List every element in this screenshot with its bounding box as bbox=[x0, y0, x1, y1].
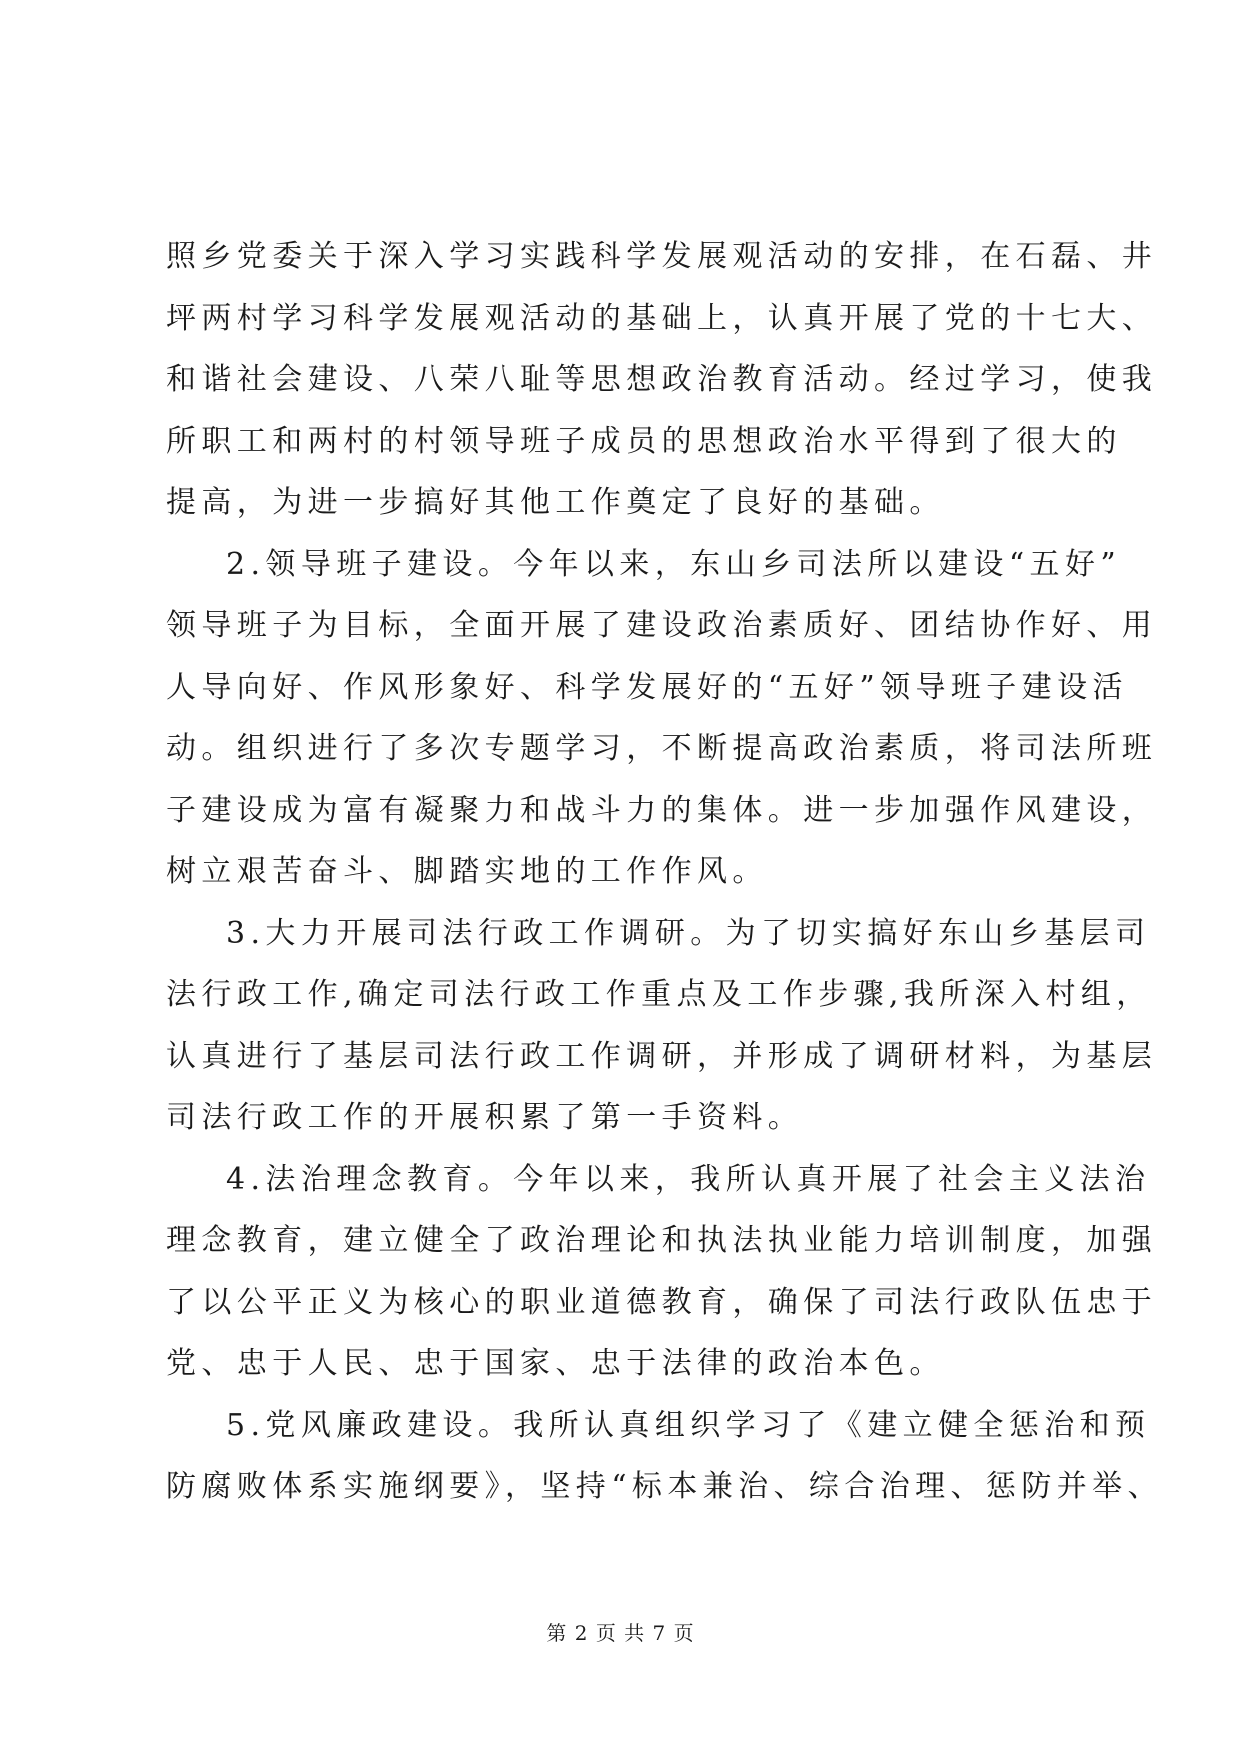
body-text bbox=[166, 226, 1163, 1518]
text-line: 所职工和两村的村领导班子成员的思想政治水平得到了很大的 bbox=[166, 423, 1122, 459]
page-number-footer: 第 2 页 共 7 页 bbox=[546, 1621, 695, 1645]
text-line: 理念教育，建立健全了政治理论和执法执业能力培训制度，加强 bbox=[166, 1223, 1158, 1258]
text-line: 和谐社会建设、八荣八耻等思想政治教育活动。经过学习，使我 bbox=[166, 362, 1158, 397]
text-line: 树立艰苦奋斗、脚踏实地的工作作风。 bbox=[166, 854, 768, 889]
section-5-heading-line: 5.党风廉政建设。我所认真组织学习了《建立健全惩治和预 bbox=[226, 1407, 1151, 1443]
section-3-heading-line: 3.大力开展司法行政工作调研。为了切实搞好东山乡基层司 bbox=[226, 915, 1151, 951]
text-line: 认真进行了基层司法行政工作调研，并形成了调研材料，为基层 bbox=[166, 1038, 1158, 1074]
text-line: 坪两村学习科学发展观活动的基础上，认真开展了党的十七大、 bbox=[166, 300, 1158, 336]
text-line: 动。组织进行了多次专题学习，不断提高政治素质，将司法所班 bbox=[166, 731, 1158, 766]
section-4-heading-line: 4.法治理念教育。今年以来，我所认真开展了社会主义法治 bbox=[226, 1161, 1151, 1197]
text-line: 照乡党委关于深入学习实践科学发展观活动的安排，在石磊、井 bbox=[166, 239, 1158, 274]
section-2-heading-line: 2.领导班子建设。今年以来，东山乡司法所以建设“五好” bbox=[226, 546, 1122, 582]
text-line: 司法行政工作的开展积累了第一手资料。 bbox=[166, 1100, 804, 1135]
text-line: 党、忠于人民、忠于国家、忠于法律的政治本色。 bbox=[166, 1346, 945, 1381]
text-line: 防腐败体系实施纲要》，坚持“标本兼治、综合治理、惩防并举、 bbox=[166, 1469, 1163, 1504]
text-line: 了以公平正义为核心的职业道德教育，确保了司法行政队伍忠于 bbox=[166, 1284, 1158, 1320]
text-line: 领导班子为目标，全面开展了建设政治素质好、团结协作好、用 bbox=[166, 608, 1158, 643]
text-line: 提高，为进一步搞好其他工作奠定了良好的基础。 bbox=[166, 485, 945, 520]
text-line: 人导向好、作风形象好、科学发展好的“五好”领导班子建设活 bbox=[166, 669, 1128, 705]
text-line: 子建设成为富有凝聚力和战斗力的集体。进一步加强作风建设， bbox=[166, 792, 1158, 828]
text-line: 法行政工作,确定司法行政工作重点及工作步骤,我所深入村组， bbox=[166, 977, 1152, 1012]
